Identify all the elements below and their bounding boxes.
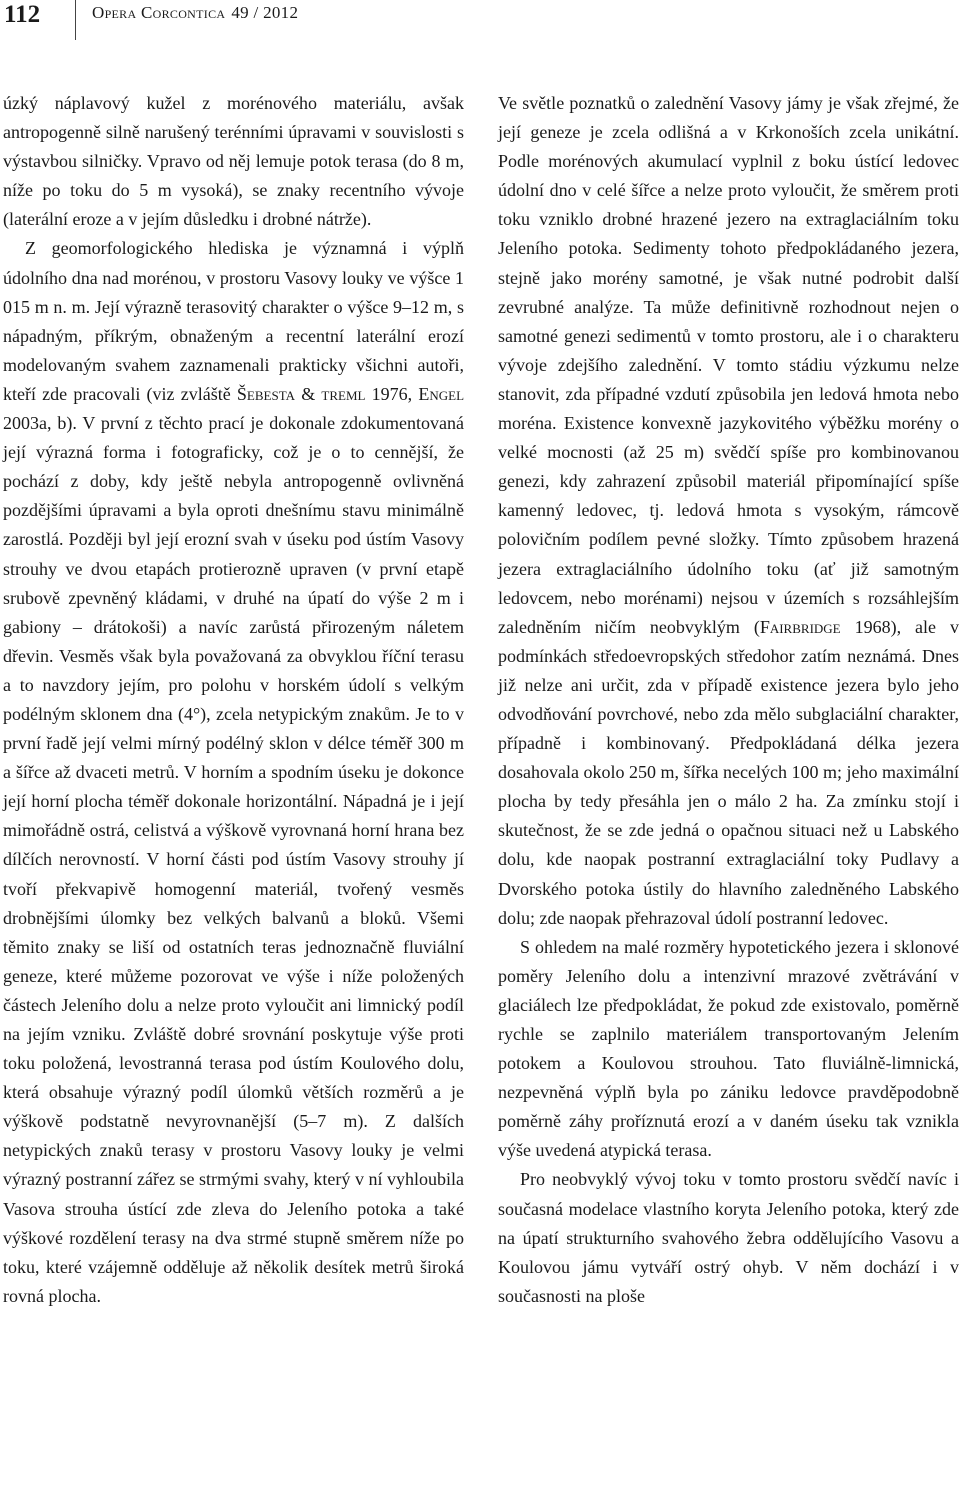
paragraph-text: 1968), ale v podmínkách středoevropských středohor zatím neznámá. Dnes již nelze ani určit, zda v případě existence jezera bylo jeho odvodňování povrchové, nebo zda mělo subglaciální charakter, případně i kombinovaný. Předpokládaná délka jezera dosahovala okolo 250 m, šířka necelých 100 m; jeho maximální plocha by tedy přesáhla jen o málo 2 ha. Za zmínku stojí i skutečnost, že se zde jedná o opačnou situaci než u Labského dolu, kde naopak postranní extraglaciální toky Pudlavy a Dvorského potoka ústily do hlavního zaledněného Labského dolu; zde naopak přehrazoval údolí postranní ledovec. [498,616,959,928]
paragraph-text: 1976, [365,383,419,404]
paragraph: S ohledem na malé rozměry hypotetického jezera i sklonové poměry Jeleního dolu a intenzivní mrazové zvětrávání v glaciálech lze předpokládat, že pokud zde existovalo, poměrně rychle se zaplnilo materiálem transportovaným Jelením potokem a Koulovou strouhou. Tato fluviálně-limnická, nezpevněná výplň byla po zániku ledovce pravděpodobně poměrně záhy proříznutá erozí a v daném úseku tak vznikla výše uvedená atypická terasa. [498,936,959,1161]
paragraph-text: Ve světle poznatků o zalednění Vasovy jámy je však zřejmé, že její geneze je zcela odlišná a v Krkonoších zcela unikátní. Podle morénových akumulací vyplnil z boku ústící ledovec údolní dno v celé šířce a nelze proto vyloučit, že směrem proti toku vzniklo drobné hrazené jezero na extraglaciálním toku Jeleního potoka. Sedimenty tohoto předpokládaného jezera, stejně jako morény samotné, je však nutné podrobit další zevrubné analýze. Ta může definitivně rozhodnout nejen o samotné genezi sedimentů v tomto prostoru, ale i o charakteru vývoje zdejšího zalednění. V tomto stádiu výzkumu nelze stanovit, zda případné vzdutí způsobila jen ledová hmota nebo moréna. Existence konvexně jazykovitého výběžku morény o velké mocnosti (až 25 m) svědčí spíše pro kombinovanou genezi, kdy zahrazení způsobil materiál připomínající spíše kamenný ledovec, tj. ledová hmota s vysokým, rámcově polovičním podílem pevné složky. Tímto způsobem hrazená jezera extraglaciálního údolního toku (ať již samotným ledovcem, nebo morénami) nejsou v územích s rozsáhlejším zaledněním ničím neobvyklým ( [498,93,959,637]
journal-issue: 49 / 2012 [231,3,299,22]
paragraph [498,89,959,933]
paragraph [3,234,464,1310]
paragraph-text: 2003a, b). V první z těchto prací je dokonale zdokumentovaná její výrazná forma i fotograficky, což je o to cennější, že pochází z doby, kdy ještě nebyla antropogenně ovlivněná pozdějšími úpravami a byla oproti dnešnímu stavu minimálně zarostlá. Později byl její erozní svah v úseku pod ústím Vasovy strouhy ve dvou etapách protierozně upraven (v první etapě srubově zpevněný kládami, v druhé na úpatí do výše 2 m i gabiony – drátokoši) a navíc zarůstá přirozeným náletem dřevin. Vesměs však byla považovaná za obvyklou říční terasu a to navzdory jejím, pro polohu v horském údolí s velkým podélným sklonem dna (4°), zcela netypickým znakům. Je to v první řadě její velmi mírný podélný sklon v délce téměř 300 m a šířce až dvaceti metrů. V horním a spodním úseku je dokonce její horní plocha téměř dokonale horizontální. Nápadná je i její mimořádně ostrá, celistvá a výškově vyrovnaná horní hrana bez dílčích nerovností. V horní části pod ústím Vasovy strouhy jí tvoří překvapivě homogenní materiál, tvořený vesměs drobnějšími úlomky bez velkých balvanů a bloků. Všemi těmito znaky se liší od ostatních teras jednoznačně fluviální geneze, které můžeme pozorovat ve výše i níže položených částech Jeleního dolu a nelze proto vyloučit ani limnický podíl na jejím vzniku. Zvláště dobré srovnání poskytuje výše proti toku položená, levostranná terasa pod ústím Koulového dolu, která obsahuje výrazný podíl úlomků větších rozměrů a je výškově podstatně nevyrovnanější (5–7 m). Z dalších netypických znaků terasy v prostoru Vasovy louky je velmi výrazný postranní zářez se strmými svahy, který v ní vyhloubila Vasova strouha ústící zde zleva do Jeleního potoka a také výškové rozdělení terasy na dva strmé stupně směrem níže po toku, které vzájemně odděluje až několik desítek metrů široká rovná plocha. [3,413,464,1306]
right-column [498,89,959,1311]
page-number: 112 [4,1,41,28]
left-column [3,89,464,1311]
paragraph: úzký náplavový kužel z morénového materiálu, avšak antropogenně silně narušený terénními úpravami v souvislosti s výstavbou silničky. Vpravo od něj lemuje potok terasa (do 8 m, níže po toku do 5 m vysoká), se znaky recentního vývoje (laterální eroze a v jejím důsledku i drobné nátrže). [3,93,464,230]
citation-author: Engel [418,383,465,404]
paragraph: Pro neobvyklý vývoj toku v tomto prostoru svědčí navíc i současná modelace vlastního koryta Jeleního potoka, který zde na úpatí strukturního svahového žebra oddělujícího Vasovu a Koulovou jámu vytváří ostrý ohyb. V něm dochází i v současnosti na ploše [498,1169,959,1306]
citation-author: Šebesta & treml [236,383,366,404]
running-header [92,2,298,24]
paragraph-text: Z geomorfologického hlediska je významná i výplň údolního dna nad morénou, v prostoru Vasovy louky ve výšce 1 015 m n. m. Její výrazně terasovitý charakter o výšce 9–12 m, s nápadným, příkrým, obnaženým a recentní laterální erozí modelovaným svahem zaznamenali prakticky všichni autoři, kteří zde pracovali (viz zvláště [3,238,464,404]
header-divider [75,0,76,40]
journal-title: Opera Corcontica [92,3,226,22]
citation-author: Fairbridge [759,616,841,637]
page-header [0,0,960,40]
